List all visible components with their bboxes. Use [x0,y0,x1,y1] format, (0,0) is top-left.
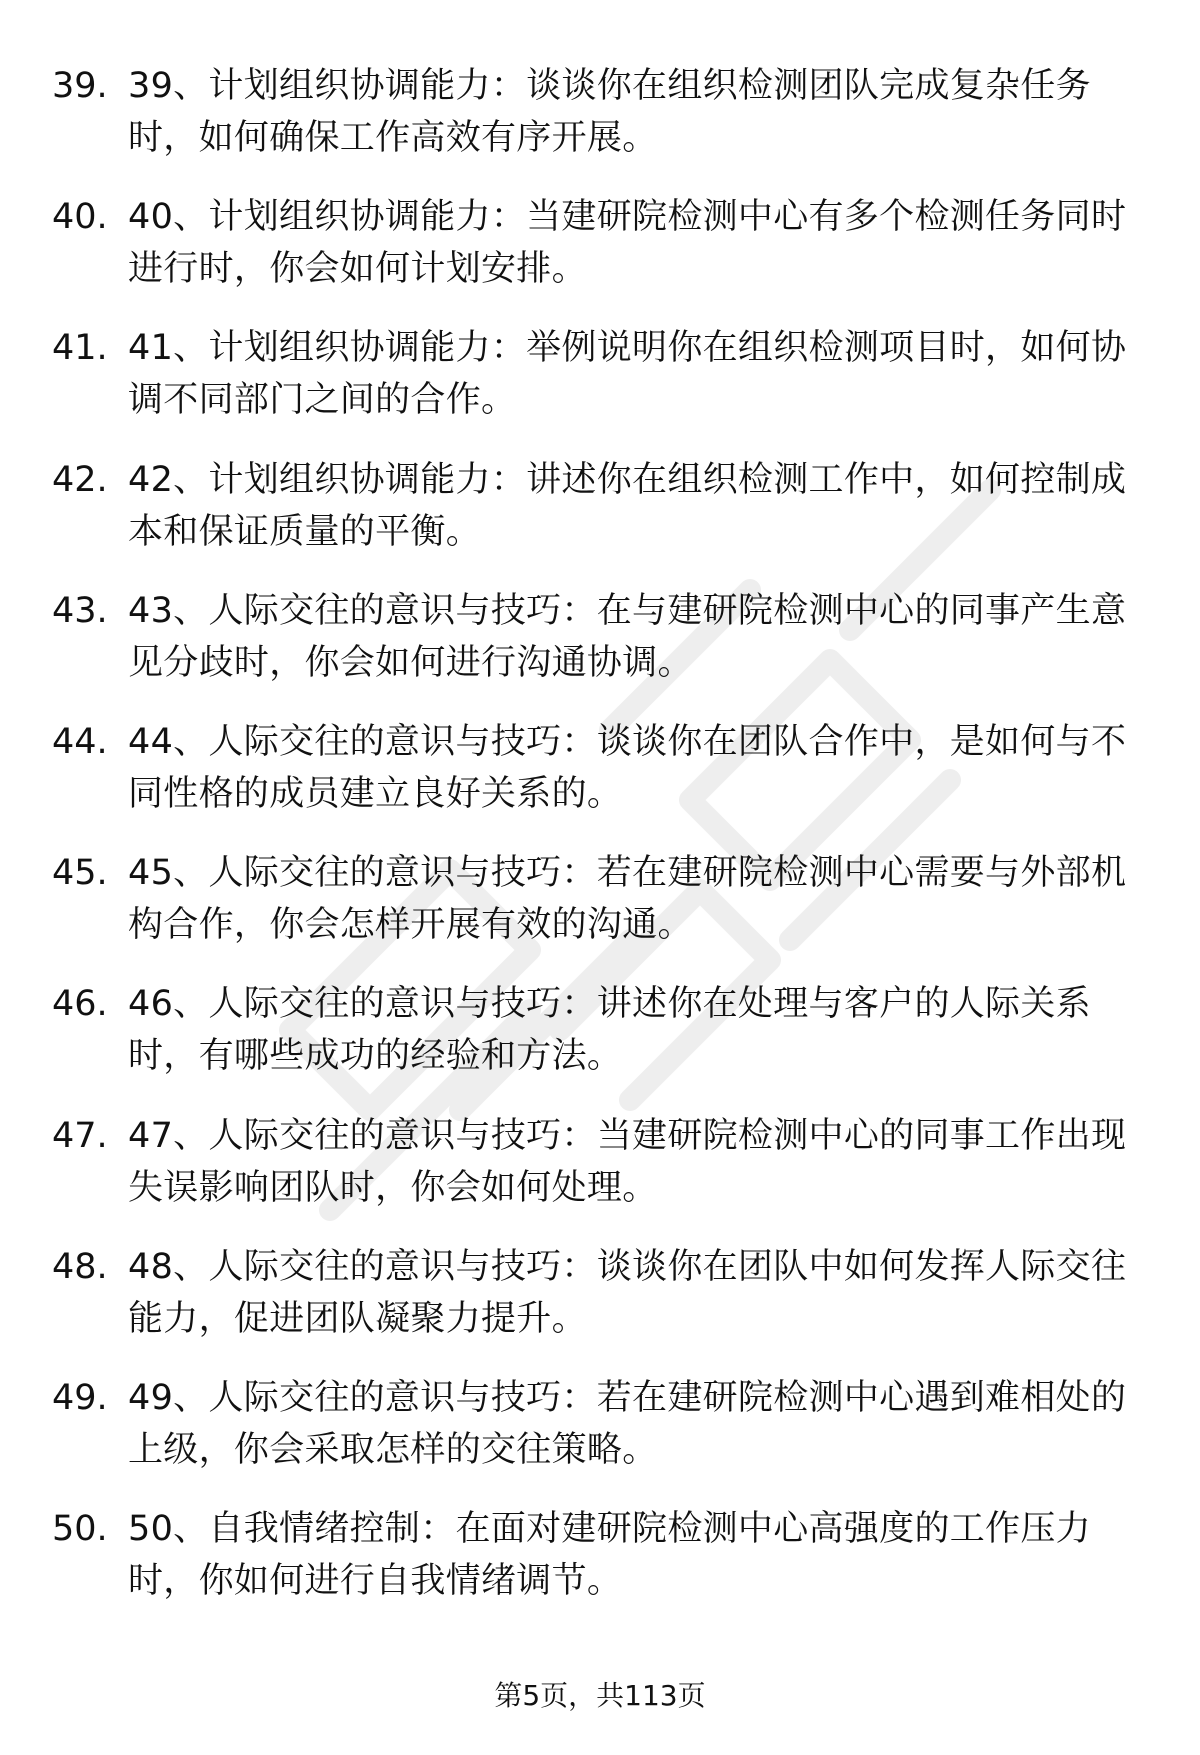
question-item [0,60,1200,191]
question-item [0,847,1200,978]
question-number: 40. [52,197,108,238]
question-number: 46. [52,984,108,1025]
question-number: 48. [52,1246,108,1287]
question-item [0,1372,1200,1503]
question-item [0,978,1200,1109]
question-text: 42、计划组织协调能力：讲述你在组织检测工作中，如何控制成本和保证质量的平衡。 [128,459,1127,552]
question-text: 46、人际交往的意识与技巧：讲述你在处理与客户的人际关系时，有哪些成功的经验和方法。 [128,984,1091,1077]
question-item [0,322,1200,453]
question-number: 43. [52,590,108,631]
question-item [0,585,1200,716]
question-number: 44. [52,721,108,762]
question-item [0,454,1200,585]
question-item [0,1503,1200,1634]
question-item [0,1110,1200,1241]
question-text: 39、计划组织协调能力：谈谈你在组织检测团队完成复杂任务时，如何确保工作高效有序开展。 [128,66,1091,158]
page-footer: 第5页，共113页 [494,1679,706,1712]
question-number: 47. [52,1115,108,1156]
question-text: 49、人际交往的意识与技巧：若在建研院检测中心遇到难相处的上级，你会采取怎样的交往策略。 [128,1377,1127,1470]
question-item [0,716,1200,847]
question-number: 49. [52,1377,108,1418]
question-number: 50. [52,1509,108,1550]
question-item [0,1241,1200,1372]
question-number: 39. [52,66,108,106]
question-text: 44、人际交往的意识与技巧：谈谈你在团队合作中，是如何与不同性格的成员建立良好关系的。 [128,721,1127,814]
question-number: 42. [52,459,108,500]
question-text: 45、人际交往的意识与技巧：若在建研院检测中心需要与外部机构合作，你会怎样开展有效的沟通。 [128,853,1127,946]
question-list [0,60,1200,1634]
question-number: 41. [52,328,108,369]
question-item [0,191,1200,322]
question-text: 50、自我情绪控制：在面对建研院检测中心高强度的工作压力时，你如何进行自我情绪调节。 [128,1509,1091,1602]
question-text: 40、计划组织协调能力：当建研院检测中心有多个检测任务同时进行时，你会如何计划安排。 [128,197,1127,290]
question-number: 45. [52,853,108,894]
question-text: 47、人际交往的意识与技巧：当建研院检测中心的同事工作出现失误影响团队时，你会如何处理。 [128,1115,1127,1208]
question-text: 48、人际交往的意识与技巧：谈谈你在团队中如何发挥人际交往能力，促进团队凝聚力提升。 [128,1246,1127,1339]
question-text: 43、人际交往的意识与技巧：在与建研院检测中心的同事产生意见分歧时，你会如何进行沟通协调。 [128,590,1127,683]
question-text: 41、计划组织协调能力：举例说明你在组织检测项目时，如何协调不同部门之间的合作。 [128,328,1127,421]
